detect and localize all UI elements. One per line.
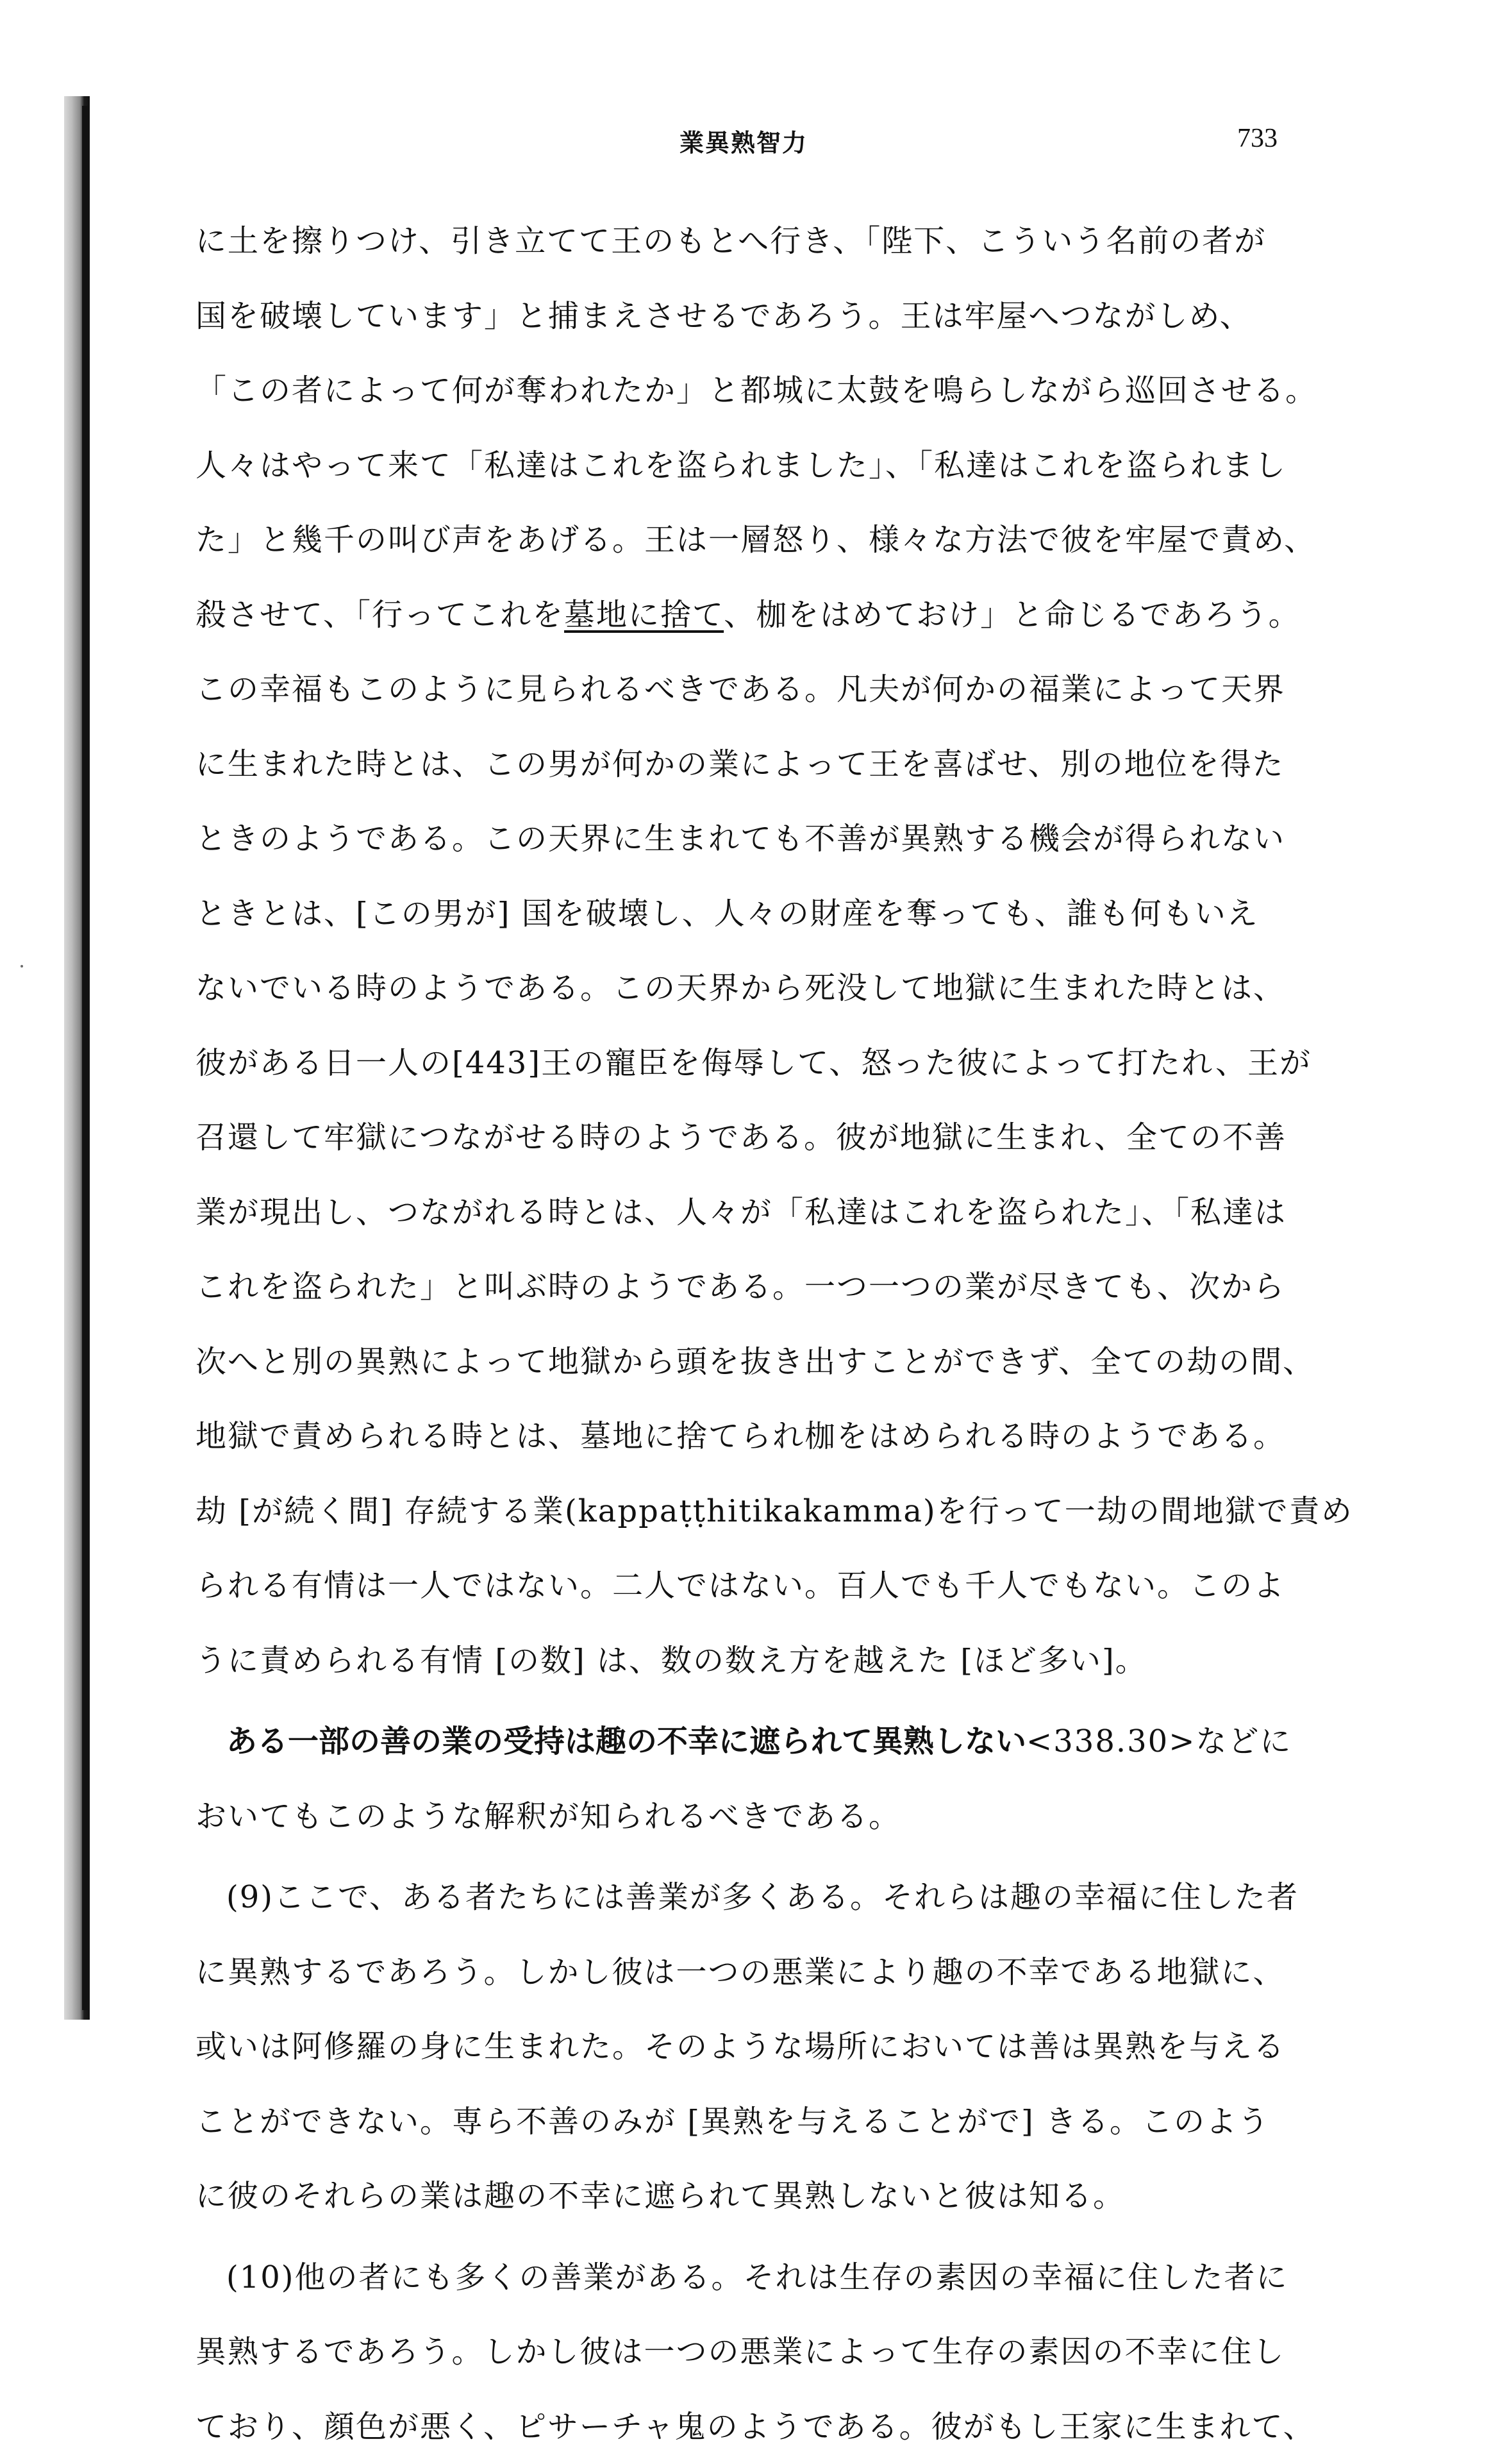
text-segment: <338.30>などに: [1026, 1723, 1292, 1759]
text-segment: ことができない。専ら不善のみが [異熟を与えることがで] きる。このよう: [196, 2104, 1270, 2140]
text-line: [196, 279, 1324, 354]
text-segment: ており、顔色が悪く、ピサーチャ鬼のようである。彼がもし王家に生まれて、: [196, 2409, 1315, 2445]
text-line: [196, 876, 1324, 951]
text-segment: 地獄で責められる時とは、墓地に捨てられ枷をはめられる時のようである。: [196, 1418, 1285, 1454]
text-segment: ときとは、[この男が] 国を破壊し、人々の財産を奪っても、誰も何もいえ: [196, 896, 1259, 932]
text-line: [196, 2315, 1324, 2390]
bold-text-segment: ある一部の善の業の受持は趣の不幸に遮られて異熟しない: [226, 1723, 1026, 1759]
text-line: [196, 1175, 1324, 1250]
text-line: [196, 1399, 1324, 1474]
text-segment: これを盗られた」と叫ぶ時のようである。一つ一つの業が尽きても、次から: [196, 1269, 1285, 1305]
text-segment: られる有情は一人ではない。二人ではない。百人でも千人でもない。このよ: [196, 1568, 1285, 1604]
text-line: [196, 503, 1324, 578]
text-line: [196, 1100, 1324, 1175]
text-segment: た」と幾千の叫び声をあげる。王は一層怒り、様々な方法で彼を牢屋で責め、: [196, 522, 1316, 558]
text-line: [196, 204, 1324, 279]
text-line: [196, 1026, 1324, 1101]
text-segment: 或いは阿修羅の身に生まれた。そのような場所においては善は異熟を与える: [196, 2029, 1285, 2065]
binding-edge: [82, 106, 88, 2010]
text-line: [196, 652, 1324, 727]
text-segment: に土を擦りつけ、引き立てて王のもとへ行き、「陛下、こういう名前の者が: [196, 223, 1266, 259]
text-segment: に彼のそれらの業は趣の不幸に遮られて異熟しないと彼は知る。: [196, 2178, 1125, 2214]
text-line: [196, 2159, 1324, 2234]
text-line: [196, 2240, 1324, 2315]
text-line: [196, 1935, 1324, 2010]
text-segment: 殺させて、「行ってこれを: [196, 597, 564, 633]
text-line: [196, 1779, 1324, 1854]
text-line: [196, 1474, 1324, 1549]
body-text: [196, 204, 1324, 2464]
text-line: [196, 951, 1324, 1026]
page-number: 733: [1237, 123, 1278, 154]
text-line: [196, 2009, 1324, 2084]
text-segment: (9)ここで、ある者たちには善業が多くある。それらは趣の幸福に住した者: [226, 1879, 1299, 1915]
text-segment: に異熟するであろう。しかし彼は一つの悪業により趣の不幸である地獄に、: [196, 1954, 1285, 1990]
text-line: [196, 727, 1324, 802]
text-line: [196, 1860, 1324, 1935]
text-line: [196, 1704, 1324, 1779]
text-segment: うに責められる有情 [の数] は、数の数え方を越えた [ほど多い]。: [196, 1643, 1147, 1679]
text-line: [196, 1548, 1324, 1623]
text-line: [196, 1325, 1324, 1400]
scan-speck: [21, 965, 23, 968]
text-line: [196, 801, 1324, 876]
text-segment: 、枷をはめておけ」と命じるであろう。: [724, 597, 1301, 633]
text-segment: ときのようである。この天界に生まれても不善が異熟する機会が得られない: [196, 821, 1285, 857]
text-line: [196, 353, 1324, 428]
text-segment: 「この者によって何が奪われたか」と都城に太鼓を鳴らしながら巡回させる。: [196, 373, 1317, 408]
text-line: [196, 2390, 1324, 2464]
text-segment: 召還して牢獄につながせる時のようである。彼が地獄に生まれ、全ての不善: [196, 1119, 1287, 1155]
text-segment: 劫 [が続く間] 存続する業(kappaṭṭhitikakamma)を行って一劫の間地獄で責め: [196, 1493, 1353, 1529]
text-segment: 業が現出し、つながれる時とは、人々が「私達はこれを盗られた」、「私達は: [196, 1194, 1287, 1230]
text-segment: ないでいる時のようである。この天界から死没して地獄に生まれた時とは、: [196, 970, 1285, 1006]
text-line: [196, 1623, 1324, 1698]
text-segment: 異熟するであろう。しかし彼は一つの悪業によって生存の素因の不幸に住し: [196, 2334, 1285, 2370]
text-line: [196, 578, 1324, 653]
running-header: 業異熟智力: [679, 123, 808, 158]
text-segment: 次へと別の異熟によって地獄から頭を抜き出すことができず、全ての劫の間、: [196, 1344, 1315, 1380]
text-segment: 国を破壊しています」と捕まえさせるであろう。王は牢屋へつながしめ、: [196, 298, 1252, 334]
text-line: [196, 428, 1324, 503]
text-segment: 彼がある日一人の[443]王の寵臣を侮辱して、怒った彼によって打たれ、王が: [196, 1045, 1312, 1081]
text-segment: (10)他の者にも多くの善業がある。それは生存の素因の幸福に住した者に: [226, 2259, 1288, 2295]
text-segment: に生まれた時とは、この男が何かの業によって王を喜ばせ、別の地位を得た: [196, 746, 1285, 782]
text-segment: おいてもこのような解釈が知られるべきである。: [196, 1798, 901, 1834]
text-segment: 人々はやって来て「私達はこれを盗られました」、「私達はこれを盗られまし: [196, 448, 1287, 483]
text-line: [196, 1250, 1324, 1325]
text-segment: この幸福もこのように見られるべきである。凡夫が何かの福業によって天界: [196, 671, 1285, 707]
underlined-text-segment: 墓地に捨て: [564, 597, 724, 633]
